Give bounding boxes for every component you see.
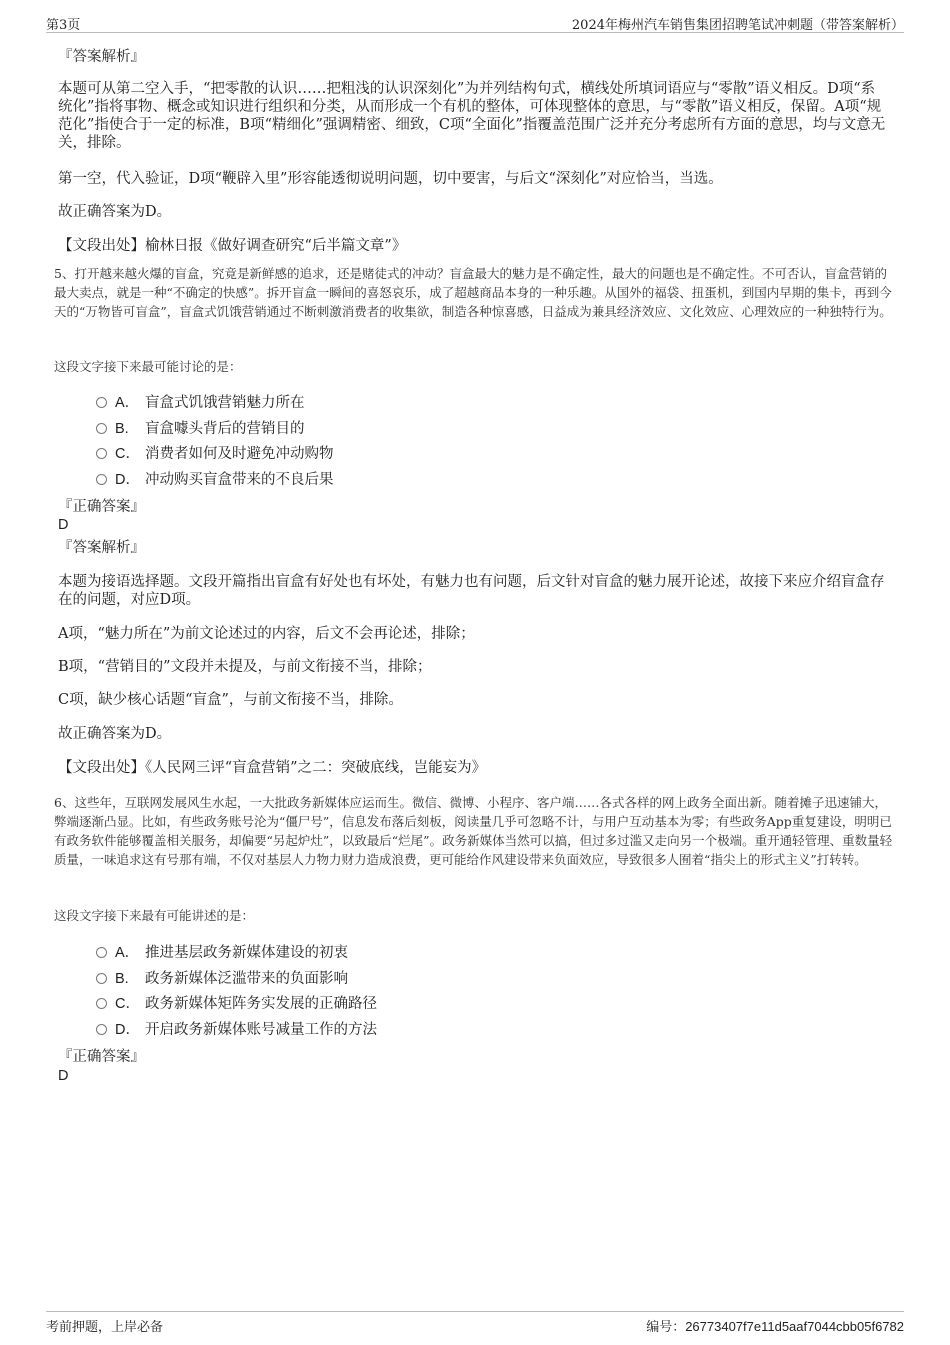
q4-analysis-para2: 第一空，代入验证，D项“鞭辟入里”形容能透彻说明问题，切中要害，与后文“深刻化”对应恰当，当选。 — [58, 171, 723, 187]
radio-button[interactable] — [96, 448, 107, 459]
radio-button[interactable] — [96, 397, 107, 408]
document-id: 编号：26773407f7e11d5aaf7044cbb05f6782 — [646, 1319, 904, 1334]
option-text: 盲盒式饥饿营销魅力所在 — [145, 395, 305, 411]
q6-answer: D — [58, 1068, 69, 1084]
option-text: 政务新媒体泛滥带来的负面影响 — [145, 971, 348, 987]
q6-option-b[interactable] — [96, 969, 348, 989]
q6-option-d[interactable] — [96, 1020, 377, 1040]
document-title: 2024年梅州汽车销售集团招聘笔试冲刺题（带答案解析） — [571, 18, 904, 33]
page-number: 第3页 — [46, 18, 81, 33]
q5-analysis-para4: C项，缺少核心话题“盲盒”，与前文衔接不当，排除。 — [58, 692, 403, 708]
q5-answer-label: 『正确答案』 — [58, 499, 145, 515]
radio-button[interactable] — [96, 973, 107, 984]
radio-button[interactable] — [96, 474, 107, 485]
q6-question: 这段文字接下来最有可能讲述的是： — [54, 908, 255, 923]
option-key: B. — [115, 421, 129, 437]
q5-option-a[interactable] — [96, 393, 305, 413]
option-text: 推进基层政务新媒体建设的初衷 — [145, 945, 348, 961]
page-footer — [46, 1311, 904, 1336]
q6-answer-label: 『正确答案』 — [58, 1049, 145, 1065]
option-key: A． — [115, 945, 140, 961]
page-header — [46, 14, 904, 33]
radio-button[interactable] — [96, 998, 107, 1009]
option-key: D． — [115, 472, 140, 488]
q4-analysis-label: 『答案解析』 — [58, 49, 145, 65]
q5-analysis-para2: A项，“魅力所在”为前文论述过的内容，后文不会再论述，排除； — [58, 626, 475, 642]
footer-slogan: 考前押题，上岸必备 — [46, 1320, 164, 1335]
option-text: 盲盒噱头背后的营销目的 — [145, 421, 305, 437]
option-text: 政务新媒体矩阵务实发展的正确路径 — [145, 996, 377, 1012]
q4-conclusion: 故正确答案为D。 — [58, 204, 172, 220]
q5-option-b[interactable] — [96, 419, 305, 439]
radio-button[interactable] — [96, 1024, 107, 1035]
radio-button[interactable] — [96, 423, 107, 434]
q5-option-c[interactable] — [96, 444, 334, 464]
q4-analysis-para1: 本题可从第二空入手，“把零散的认识……把粗浅的认识深刻化”为并列结构句式，横线处所填词语应与“零散”语义相反。D项“系统化”指将事物、概念或知识进行组织和分类，从而形成一个有机的整体，可体现整体的意思，与“零散”语义相反，保留。A项“规范化”指使合于一定的标准，B项“精细化”强调精密、细致，C项“全面化”指覆盖范围广泛并充分考虑所有方面的意思，均与文意无关，排除。 — [58, 81, 886, 151]
q5-conclusion: 故正确答案为D。 — [58, 726, 172, 742]
q6-option-a[interactable] — [96, 943, 348, 963]
option-key: A． — [115, 395, 140, 411]
option-key: C． — [115, 996, 140, 1012]
option-key: D． — [115, 1022, 140, 1038]
q6-stem: 6、这些年，互联网发展风生水起，一大批政务新媒体应运而生。微信、微博、小程序、客户端……各式各样的网上政务全面出新。随着摊子迅速铺大，弊端逐渐凸显。比如，有些政务账号沦为“僵尸号”，信息发布落后刻板，阅读量几乎可忽略不计，与用户互动基本为零；有些政务App重复建设，明明已有政务软件能够覆盖相关服务，却偏要“另起炉灶”，以致最后“烂尾”。政务新媒体当然可以搞，但过多过滥又走向另一个极端。重开通轻管理、重数量轻质量，一味追求这有号那有端，不仅对基层人力物力财力造成浪费，更可能给作风建设带来负面效应，导致很多人囿着“指尖上的形式主义”打转转。 — [54, 795, 893, 867]
q5-analysis-para1: 本题为接语选择题。文段开篇指出盲盒有好处也有坏处，有魅力也有问题，后文针对盲盒的魅力展开论述，故接下来应介绍盲盒存在的问题，对应D项。 — [58, 574, 885, 608]
q5-source: 【文段出处】《人民网三评“盲盒营销”之二：突破底线，岂能妄为》 — [58, 760, 487, 776]
option-text: 冲动购买盲盒带来的不良后果 — [145, 472, 334, 488]
q5-question: 这段文字接下来最可能讨论的是： — [54, 359, 242, 374]
option-text: 开启政务新媒体账号减量工作的方法 — [145, 1022, 377, 1038]
q5-stem: 5、打开越来越火爆的盲盒，究竟是新鲜感的追求，还是赌徒式的冲动？盲盒最大的魅力是不确定性，最大的问题也是不确定性。不可否认，盲盒营销的最大卖点，就是一种“不确定的快感”。拆开盲盒一瞬间的喜怒哀乐，成了超越商品本身的一种乐趣。从国外的福袋、扭蛋机，到国内早期的集卡，再到今天的“万物皆可盲盒”，盲盒式饥饿营销通过不断刺激消费者的收集欲，制造各种惊喜感，日益成为兼具经济效应、文化效应、心理效应的一种独特行为。 — [54, 266, 892, 319]
q5-analysis-para3: B项，“营销目的”文段并未提及，与前文衔接不当，排除； — [58, 659, 432, 675]
option-key: B. — [115, 971, 129, 987]
radio-button[interactable] — [96, 947, 107, 958]
q5-option-d[interactable] — [96, 470, 334, 490]
q5-answer: D — [58, 517, 69, 533]
q4-source: 【文段出处】榆林日报《做好调查研究“后半篇文章”》 — [58, 238, 407, 254]
option-key: C． — [115, 446, 140, 462]
q6-option-c[interactable] — [96, 994, 377, 1014]
option-text: 消费者如何及时避免冲动购物 — [145, 446, 334, 462]
q5-analysis-label: 『答案解析』 — [58, 540, 145, 556]
